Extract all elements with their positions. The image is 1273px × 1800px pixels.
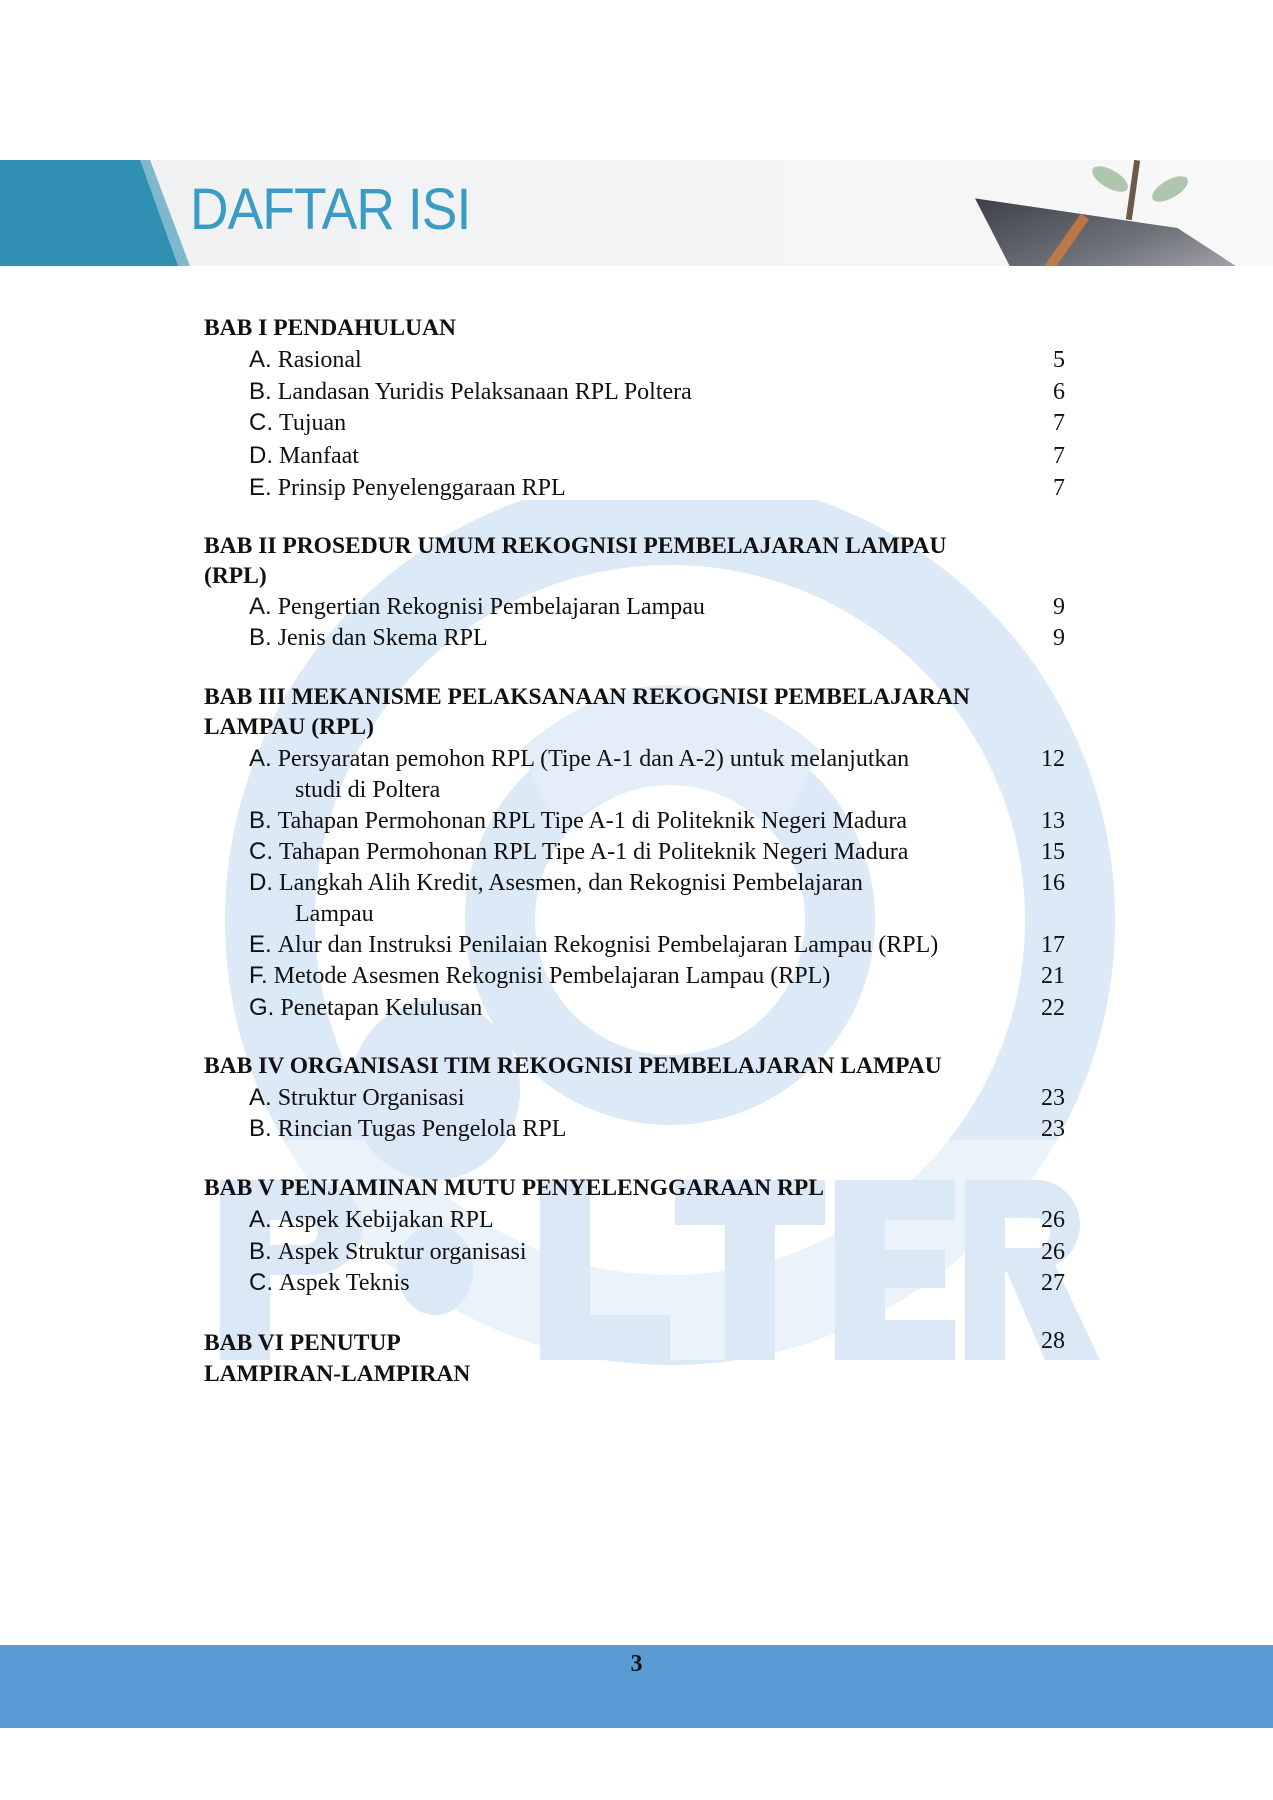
entry-letter: E.	[249, 474, 272, 501]
toc-entry[interactable]	[249, 592, 705, 622]
header-banner	[0, 160, 1273, 266]
toc-page-number: 17	[1041, 932, 1065, 958]
leaf-image	[1148, 171, 1192, 207]
toc-entry[interactable]	[249, 1237, 527, 1267]
entry-label: Jenis dan Skema RPL	[277, 625, 488, 651]
entry-letter: B.	[249, 378, 272, 405]
entry-letter: A.	[249, 593, 272, 620]
toc-chapter-heading-cont[interactable]: (RPL)	[204, 563, 267, 589]
toc-lampiran-heading[interactable]: LAMPIRAN-LAMPIRAN	[204, 1361, 471, 1387]
toc-entry[interactable]	[249, 345, 362, 375]
toc-chapter-heading[interactable]: BAB VI PENUTUP	[204, 1330, 401, 1356]
entry-letter: F.	[249, 962, 268, 989]
entry-letter: A.	[249, 1206, 272, 1233]
entry-label: Prinsip Penyelenggaraan RPL	[277, 475, 566, 501]
toc-page-number: 9	[1053, 594, 1065, 620]
laptop-image	[975, 192, 1245, 266]
toc-entry[interactable]	[249, 1205, 494, 1235]
entry-label: Aspek Teknis	[279, 1270, 410, 1296]
entry-letter: C.	[249, 1269, 273, 1296]
entry-label: Aspek Kebijakan RPL	[277, 1207, 494, 1233]
toc-entry[interactable]	[249, 837, 908, 867]
entry-letter: B.	[249, 1115, 272, 1142]
page-number: 3	[630, 1651, 643, 1677]
entry-letter: E.	[249, 931, 272, 958]
entry-letter: A.	[249, 346, 272, 373]
toc-page-number: 27	[1041, 1270, 1065, 1296]
entry-label: Pengertian Rekognisi Pembelajaran Lampau	[277, 594, 705, 620]
entry-label: Langkah Alih Kredit, Asesmen, dan Rekognisi Pembelajaran	[279, 870, 863, 896]
toc-page-number: 9	[1053, 625, 1065, 651]
toc-page-number: 7	[1053, 410, 1065, 436]
entry-label: Rasional	[277, 347, 362, 373]
toc-page-number: 28	[1041, 1328, 1065, 1354]
toc-entry[interactable]	[249, 961, 830, 991]
plant-image	[1126, 160, 1140, 220]
entry-letter: B.	[249, 807, 272, 834]
entry-label: Struktur Organisasi	[277, 1085, 465, 1111]
entry-letter: B.	[249, 1238, 272, 1265]
entry-letter: A.	[249, 745, 272, 772]
entry-label: Metode Asesmen Rekognisi Pembelajaran Lampau (RPL)	[273, 963, 831, 989]
page-title: DAFTAR ISI	[190, 177, 471, 242]
toc-page-number: 21	[1041, 963, 1065, 989]
entry-label: Landasan Yuridis Pelaksanaan RPL Poltera	[277, 379, 692, 405]
toc-entry[interactable]	[249, 993, 482, 1023]
entry-label: Tahapan Permohonan RPL Tipe A-1 di Politeknik Negeri Madura	[277, 808, 908, 834]
toc-chapter-heading[interactable]: BAB IV ORGANISASI TIM REKOGNISI PEMBELAJARAN LAMPAU	[204, 1053, 942, 1079]
toc-page-number: 26	[1041, 1207, 1065, 1233]
entry-letter: C.	[249, 838, 273, 865]
entry-label: Penetapan Kelulusan	[280, 995, 483, 1021]
toc-page-number: 23	[1041, 1116, 1065, 1142]
entry-letter: A.	[249, 1084, 272, 1111]
footer-bar	[0, 1645, 1273, 1728]
toc-page-number: 16	[1041, 870, 1065, 896]
entry-letter: C.	[249, 409, 273, 436]
toc-chapter-heading[interactable]: BAB II PROSEDUR UMUM REKOGNISI PEMBELAJARAN LAMPAU	[204, 533, 947, 559]
toc-entry-cont[interactable]: Lampau	[295, 901, 374, 927]
toc-page-number: 7	[1053, 443, 1065, 469]
toc-page-number: 7	[1053, 475, 1065, 501]
entry-label: Rincian Tugas Pengelola RPL	[277, 1116, 567, 1142]
toc-entry[interactable]	[249, 441, 359, 471]
entry-label: Manfaat	[279, 443, 359, 469]
toc-entry[interactable]	[249, 473, 566, 503]
toc-entry[interactable]	[249, 744, 909, 774]
toc-chapter-heading[interactable]: BAB I PENDAHULUAN	[204, 315, 456, 341]
entry-letter: B.	[249, 624, 272, 651]
toc-page-number: 5	[1053, 347, 1065, 373]
toc-page-number: 22	[1041, 995, 1065, 1021]
entry-letter: D.	[249, 442, 273, 469]
entry-label: Alur dan Instruksi Penilaian Rekognisi Pembelajaran Lampau (RPL)	[277, 932, 939, 958]
entry-label: Persyaratan pemohon RPL (Tipe A-1 dan A-2) untuk melanjutkan	[277, 746, 910, 772]
entry-label: Aspek Struktur organisasi	[277, 1239, 527, 1265]
toc-page-number: 23	[1041, 1085, 1065, 1111]
toc-entry[interactable]	[249, 408, 346, 438]
leaf-image	[1088, 161, 1132, 197]
toc-page-number: 26	[1041, 1239, 1065, 1265]
toc-page-number: 6	[1053, 379, 1065, 405]
entry-letter: D.	[249, 869, 273, 896]
entry-label: Tahapan Permohonan RPL Tipe A-1 di Politeknik Negeri Madura	[279, 839, 909, 865]
toc-entry[interactable]	[249, 623, 488, 653]
toc-entry[interactable]	[249, 1114, 566, 1144]
toc-chapter-heading-cont[interactable]: LAMPAU (RPL)	[204, 714, 374, 740]
toc-entry[interactable]	[249, 1083, 465, 1113]
toc-chapter-heading[interactable]: BAB V PENJAMINAN MUTU PENYELENGGARAAN RPL	[204, 1175, 824, 1201]
toc-page-number: 13	[1041, 808, 1065, 834]
toc-entry[interactable]	[249, 868, 863, 898]
toc-entry[interactable]	[249, 1268, 410, 1298]
toc-entry[interactable]	[249, 806, 907, 836]
toc-page-number: 15	[1041, 839, 1065, 865]
toc-chapter-heading[interactable]: BAB III MEKANISME PELAKSANAAN REKOGNISI PEMBELAJARAN	[204, 684, 970, 710]
entry-letter: G.	[249, 994, 275, 1021]
toc-page-number: 12	[1041, 746, 1065, 772]
toc-entry[interactable]	[249, 930, 938, 960]
entry-label: Tujuan	[279, 410, 347, 436]
toc-entry-cont[interactable]: studi di Poltera	[295, 777, 441, 803]
toc-entry[interactable]	[249, 377, 692, 407]
